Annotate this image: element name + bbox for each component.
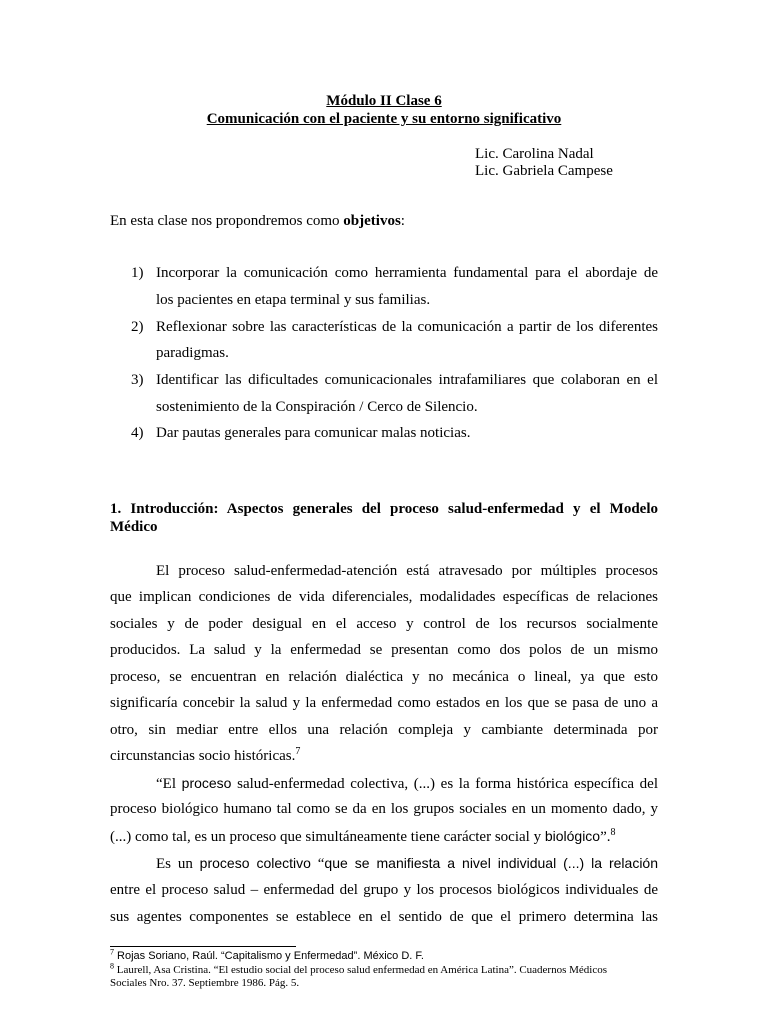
objective-1-number: 1) bbox=[131, 265, 144, 281]
footnote-8-continued: Sociales Nro. 37. Septiembre 1986. Pág. 5. bbox=[110, 977, 300, 989]
paragraph-1-last-line bbox=[110, 747, 658, 765]
module-title: Módulo II Clase 6 bbox=[326, 93, 442, 109]
quote-text: (...) como tal, es un proceso que simultáneamente tiene carácter social y bbox=[110, 829, 545, 845]
paragraph-1-line: El proceso salud-enfermedad-atención está atravesado por múltiples procesos bbox=[156, 563, 658, 579]
objective-2-number: 2) bbox=[131, 319, 144, 335]
class-title: Comunicación con el paciente y su entorno significativo bbox=[206, 111, 562, 127]
quote-line-1 bbox=[156, 774, 658, 793]
objective-2-line-1: Reflexionar sobre las características de la comunicación a partir de los diferentes bbox=[156, 319, 658, 335]
objective-4-line-1: Dar pautas generales para comunicar malas noticias. bbox=[156, 425, 471, 441]
footnote-7 bbox=[110, 947, 658, 963]
quote-line-3 bbox=[110, 827, 658, 846]
intro-colon: : bbox=[400, 213, 405, 229]
objective-1-line-1: Incorporar la comunicación como herramienta fundamental para el abordaje de bbox=[156, 265, 658, 281]
quote-text: biológico bbox=[544, 828, 601, 844]
objectives-intro bbox=[110, 212, 405, 230]
footnote-ref-8: 8 bbox=[610, 827, 616, 838]
footnote-8 bbox=[110, 961, 658, 977]
quote-text: ”. bbox=[600, 829, 611, 845]
paragraph-3-line-1 bbox=[156, 854, 658, 873]
section-heading-line-1: 1. Introducción: Aspectos generales del proceso salud-enfermedad y el Modelo bbox=[110, 501, 658, 517]
footnote-text: Laurell, Asa Cristina. “El estudio social del proceso salud enfermedad en América Latina”. Cuadernos Médicos bbox=[114, 964, 608, 976]
paragraph-1-line: significaría concebir la salud y la enfermedad como estados en los que se pasa de uno a bbox=[110, 695, 658, 711]
objective-2-line-2: paradigmas. bbox=[156, 345, 229, 361]
paragraph-3-text: “ bbox=[310, 856, 325, 872]
paragraph-3-text: Es un bbox=[156, 856, 200, 872]
paragraph-1-line: circunstancias socio históricas. bbox=[110, 748, 296, 764]
objective-3-line-2: sostenimiento de la Conspiración / Cerco de Silencio. bbox=[156, 399, 478, 415]
quote-text: salud-enfermedad colectiva, (...) es la forma histórica específica del bbox=[231, 776, 658, 792]
author-2: Lic. Gabriela Campese bbox=[475, 163, 613, 179]
objective-4-number: 4) bbox=[131, 425, 144, 441]
paragraph-1-line: producidos. La salud y la enfermedad se presentan como dos polos de un mismo bbox=[110, 642, 658, 658]
intro-text: En esta clase nos propondremos como bbox=[110, 213, 344, 229]
paragraph-3-text: proceso colectivo bbox=[199, 855, 311, 871]
objective-1-line-2: los pacientes en etapa terminal y sus familias. bbox=[156, 292, 431, 308]
objective-3-line-1: Identificar las dificultades comunicacionales intrafamiliares que colaboran en el bbox=[156, 372, 658, 388]
author-1: Lic. Carolina Nadal bbox=[475, 146, 594, 162]
intro-bold: objetivos bbox=[343, 213, 401, 229]
paragraph-3-text: que se manifiesta a nivel individual (...) la relación bbox=[324, 855, 659, 871]
paragraph-1-line: proceso, se encuentran en relación dialéctica y no mecánica o lineal, ya que esto bbox=[110, 669, 658, 685]
paragraph-3-line-3: sus agentes componentes se establece en el sentido de que el primero determina las bbox=[110, 909, 658, 925]
quote-text: proceso bbox=[181, 775, 232, 791]
footnote-number: 7 bbox=[110, 947, 114, 957]
paragraph-1-line: otro, sin mediar entre ellos una relación compleja y cambiante determinada por bbox=[110, 722, 658, 738]
quote-text: “El bbox=[156, 776, 182, 792]
objective-3-number: 3) bbox=[131, 372, 144, 388]
footnote-separator bbox=[110, 946, 296, 947]
paragraph-3-line-2: entre el proceso salud – enfermedad del grupo y los procesos biológicos individuales de bbox=[110, 882, 658, 898]
footnote-text: Rojas Soriano, Raúl. “Capitalismo y Enfermedad”. México D. F. bbox=[114, 950, 424, 962]
footnote-ref-7: 7 bbox=[295, 746, 301, 757]
quote-line-2: proceso biológico humano tal como se da en los grupos sociales en un momento dado, y bbox=[110, 801, 658, 817]
footnote-number: 8 bbox=[110, 961, 114, 971]
paragraph-1-line: sociales y de poder desigual en el acceso y control de los recursos socialmente bbox=[110, 616, 658, 632]
section-heading-line-2: Médico bbox=[110, 519, 158, 535]
paragraph-1-line: que implican condiciones de vida diferenciales, modalidades específicas de relaciones bbox=[110, 589, 658, 605]
